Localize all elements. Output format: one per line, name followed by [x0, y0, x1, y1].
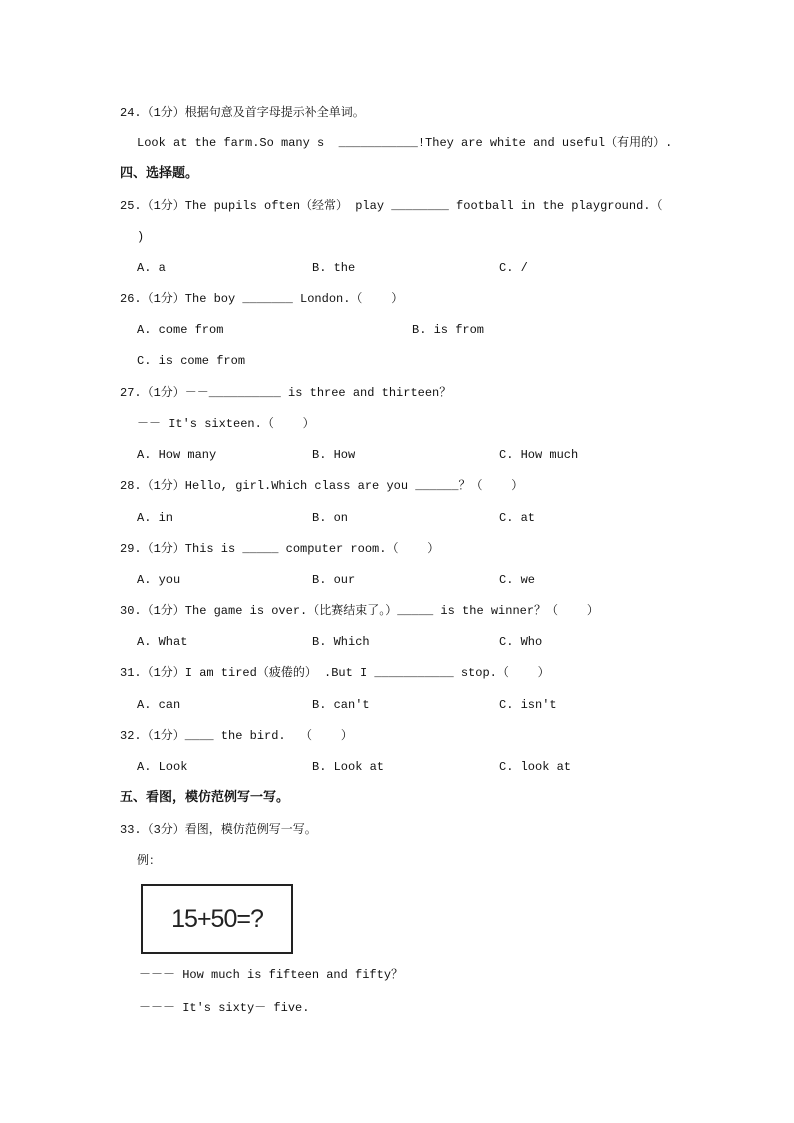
q26-option-b: B. is from	[412, 323, 485, 337]
example-figure	[141, 884, 293, 954]
q24-sentence: Look at the farm.So many s ___________!They are white and useful（有用的）.	[137, 136, 673, 150]
q33-stem: 33.（3分）看图，模仿范例写一写。	[120, 823, 317, 837]
q31-option-a: A. can	[137, 698, 181, 712]
q25-stem-cont: )	[137, 230, 145, 244]
q33-example-line-1: －－－ How much is fifteen and fifty？	[139, 968, 404, 982]
q30-option-b: B. Which	[312, 635, 370, 649]
q28-option-b: B. on	[312, 511, 349, 525]
q31-option-b: B. can't	[312, 698, 370, 712]
q33-example-line-2: －－－ It's sixty－ five.	[139, 1001, 310, 1015]
q25-option-a: A. a	[137, 261, 166, 275]
q28-option-c: C. at	[499, 511, 536, 525]
q26-option-c: C. is come from	[137, 354, 246, 368]
q29-option-a: A. you	[137, 573, 181, 587]
q33-example-label: 例：	[137, 854, 162, 868]
q32-option-b: B. Look at	[312, 760, 385, 774]
q32-option-a: A. Look	[137, 760, 188, 774]
q27-option-a: A. How many	[137, 448, 217, 462]
q31-stem: 31.（1分）I am tired（疲倦的） .But I ___________ stop.（ ）	[120, 666, 550, 680]
q28-option-a: A. in	[137, 511, 174, 525]
q32-option-c: C. look at	[499, 760, 572, 774]
q25-option-c: C. /	[499, 261, 528, 275]
q29-option-b: B. our	[312, 573, 356, 587]
q27-option-b: B. How	[312, 448, 356, 462]
q28-stem: 28.（1分）Hello, girl.Which class are you ______？（ ）	[120, 479, 524, 493]
q25-option-b: B. the	[312, 261, 356, 275]
q27-stem: 27.（1分）－－__________ is three and thirteen？	[120, 386, 452, 400]
q25-stem: 25.（1分）The pupils often（经常） play ________ football in the playground.（	[120, 199, 663, 213]
q30-stem: 30.（1分）The game is over.（比赛结束了。）_____ is the winner？（ ）	[120, 604, 599, 618]
q29-stem: 29.（1分）This is _____ computer room.（ ）	[120, 542, 440, 556]
figure-equation: 15+50=?	[171, 904, 263, 933]
q30-option-c: C. Who	[499, 635, 543, 649]
q26-option-a: A. come from	[137, 323, 224, 337]
section-4-heading: 四、选择题。	[120, 166, 199, 181]
q27-option-c: C. How much	[499, 448, 579, 462]
section-5-heading: 五、看图，模仿范例写一写。	[120, 790, 290, 805]
q27-stem-cont: －－ It's sixteen.（ ）	[137, 417, 315, 431]
q32-stem: 32.（1分）____ the bird. （ ）	[120, 729, 353, 743]
q30-option-a: A. What	[137, 635, 188, 649]
q26-stem: 26.（1分）The boy _______ London.（ ）	[120, 292, 404, 306]
q24-stem: 24.（1分）根据句意及首字母提示补全单词。	[120, 106, 365, 120]
q31-option-c: C. isn't	[499, 698, 557, 712]
q29-option-c: C. we	[499, 573, 536, 587]
